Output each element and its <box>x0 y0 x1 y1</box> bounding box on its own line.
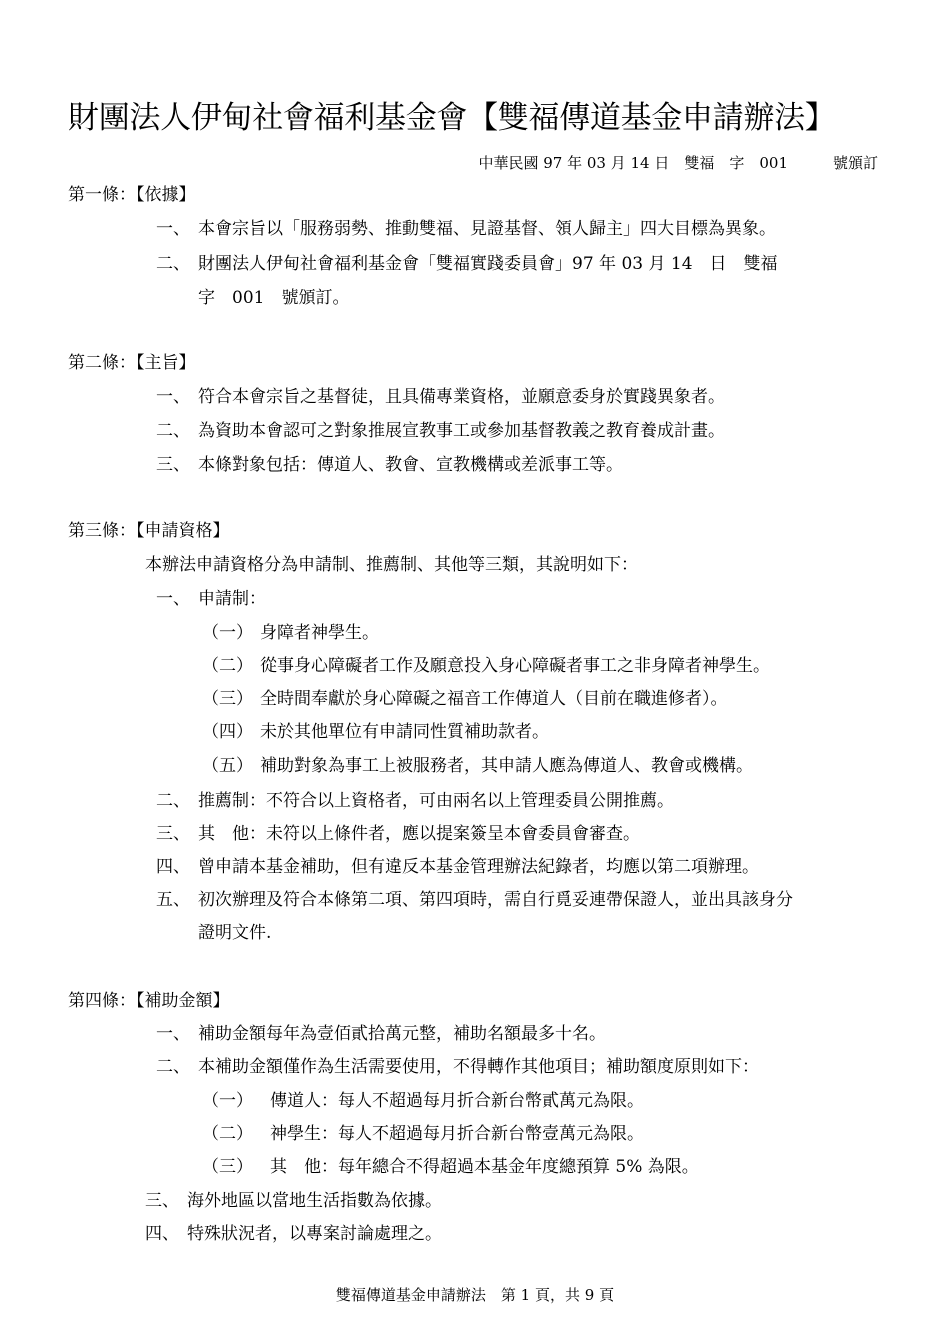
article-3-subitem-1 <box>202 618 379 643</box>
article-4-heading: 第四條：【補助金額】 <box>68 991 230 1011</box>
item-text: 本會宗旨以「服務弱勢、推動雙福、見證基督、領人歸主」四大目標為異象。 <box>198 219 776 239</box>
item-text: 其 他：未符以上條件者，應以提案簽呈本會委員會審查。 <box>198 824 640 844</box>
item-number: 一、 <box>156 219 190 239</box>
item-number: 二、 <box>156 254 190 274</box>
article-3-subitem-2 <box>202 651 770 676</box>
article-3-item-5 <box>156 885 793 910</box>
article-3-item-3 <box>156 819 640 844</box>
item-text: 本條對象包括：傳道人、教會、宣教機構或差派事工等。 <box>198 455 623 475</box>
article-4-subitem-1 <box>202 1086 644 1111</box>
item-text: 財團法人伊甸社會福利基金會「雙福實踐委員會」97 年 03 月 14 日 雙福 <box>198 254 778 274</box>
item-number: 三、 <box>156 455 190 475</box>
subitem-number: （一） <box>202 623 253 643</box>
article-3-item-1 <box>156 584 266 609</box>
item-number: 四、 <box>156 857 190 877</box>
subitem-text: 未於其他單位有申請同性質補助款者。 <box>260 722 549 742</box>
article-3-item-4 <box>156 852 759 877</box>
item-number: 三、 <box>145 1191 179 1211</box>
item-number: 一、 <box>156 589 190 609</box>
subitem-text: 傳道人：每人不超過每月折合新台幣貳萬元為限。 <box>270 1091 644 1111</box>
article-4-subitem-2 <box>202 1119 644 1144</box>
item-number: 二、 <box>156 421 190 441</box>
item-text: 推薦制：不符合以上資格者，可由兩名以上管理委員公開推薦。 <box>198 791 674 811</box>
subitem-text: 神學生：每人不超過每月折合新台幣壹萬元為限。 <box>270 1124 644 1144</box>
article-2-item-3 <box>156 450 623 475</box>
article-3-intro: 本辦法申請資格分為申請制、推薦制、其他等三類，其說明如下： <box>145 555 638 575</box>
subitem-number: （三） <box>202 689 253 709</box>
article-1-item-2 <box>156 249 778 274</box>
subitem-text: 身障者神學生。 <box>260 623 379 643</box>
subitem-number: （二） <box>202 1124 253 1144</box>
subitem-text: 其 他：每年總合不得超過本基金年度總預算 5% 為限。 <box>270 1157 699 1177</box>
article-4-item-1 <box>156 1019 606 1044</box>
item-text: 本補助金額僅作為生活需要使用，不得轉作其他項目；補助額度原則如下： <box>198 1057 759 1077</box>
item-text: 曾申請本基金補助，但有違反本基金管理辦法紀錄者，均應以第二項辦理。 <box>198 857 759 877</box>
article-1-item-2-continued: 字 001 號頒訂。 <box>198 288 350 308</box>
subitem-text: 從事身心障礙者工作及願意投入身心障礙者事工之非身障者神學生。 <box>260 656 770 676</box>
item-number: 五、 <box>156 890 190 910</box>
subitem-number: （一） <box>202 1091 253 1111</box>
article-4-item-2 <box>156 1052 759 1077</box>
article-1-heading: 第一條：【依據】 <box>68 185 196 205</box>
item-number: 一、 <box>156 387 190 407</box>
subitem-number: （三） <box>202 1157 253 1177</box>
item-number: 三、 <box>156 824 190 844</box>
article-3-subitem-5 <box>202 751 753 776</box>
subitem-text: 補助對象為事工上被服務者，其申請人應為傳道人、教會或機構。 <box>260 756 753 776</box>
subitem-number: （四） <box>202 722 253 742</box>
article-1-item-1 <box>156 214 776 239</box>
decree-line: 中華民國 97 年 03 月 14 日 雙福 字 001 號頒訂 <box>478 154 878 172</box>
subitem-number: （二） <box>202 656 253 676</box>
item-text: 符合本會宗旨之基督徒，且具備專業資格，並願意委身於實踐異象者。 <box>198 387 725 407</box>
article-2-item-1 <box>156 382 725 407</box>
article-4-item-4 <box>145 1219 442 1244</box>
article-3-heading: 第三條：【申請資格】 <box>68 521 230 541</box>
article-3-subitem-4 <box>202 717 549 742</box>
item-text: 海外地區以當地生活指數為依據。 <box>187 1191 442 1211</box>
item-text: 申請制： <box>198 589 266 609</box>
article-4-subitem-3 <box>202 1152 699 1177</box>
item-number: 一、 <box>156 1024 190 1044</box>
article-3-subitem-3 <box>202 684 728 709</box>
article-4-item-3 <box>145 1186 442 1211</box>
subitem-text: 全時間奉獻於身心障礙之福音工作傳道人（目前在職進修者）。 <box>260 689 728 709</box>
article-2-heading: 第二條：【主旨】 <box>68 353 196 373</box>
article-3-item-2 <box>156 786 674 811</box>
item-text: 初次辦理及符合本條第二項、第四項時，需自行覓妥連帶保證人，並出具該身分 <box>198 890 793 910</box>
item-number: 四、 <box>145 1224 179 1244</box>
item-text: 補助金額每年為壹佰貳拾萬元整，補助名額最多十名。 <box>198 1024 606 1044</box>
item-number: 二、 <box>156 1057 190 1077</box>
item-text: 為資助本會認可之對象推展宣教事工或參加基督教義之教育養成計畫。 <box>198 421 725 441</box>
page-title: 財團法人伊甸社會福利基金會【雙福傳道基金申請辦法】 <box>68 100 836 136</box>
page-footer: 雙福傳道基金申請辦法 第 1 頁，共 9 頁 <box>335 1286 615 1304</box>
article-2-item-2 <box>156 416 725 441</box>
item-number: 二、 <box>156 791 190 811</box>
article-3-item-5-continued: 證明文件. <box>198 923 272 943</box>
subitem-number: （五） <box>202 756 253 776</box>
item-text: 特殊狀況者，以專案討論處理之。 <box>187 1224 442 1244</box>
